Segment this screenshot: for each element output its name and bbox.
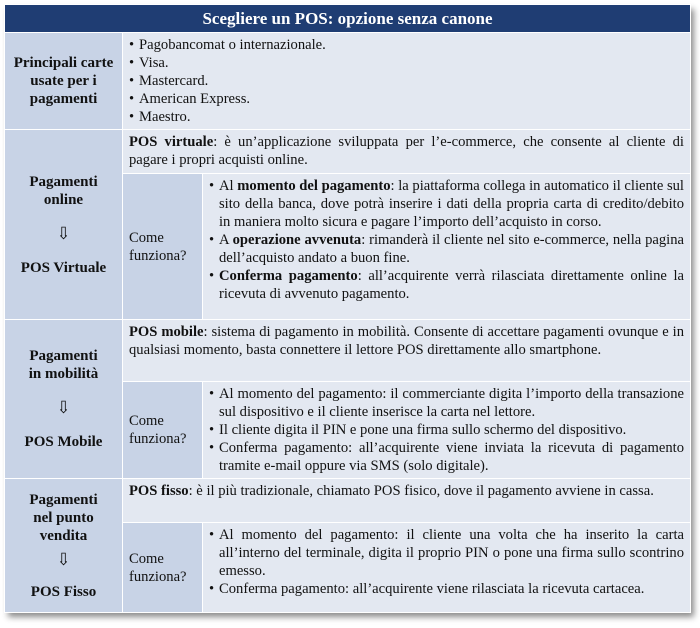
mobile-intro-bold: POS mobile xyxy=(129,324,204,340)
mobile-step: • Conferma pagamento: all’acquirente viene inviata la ricevuta di pagamento tramite e-mail oppure via SMS (solo digitale). xyxy=(209,439,684,475)
mobile-intro-text: : sistema di pagamento in mobilità. Consente di accettare pagamenti ovunque e in qualsiasi momento, basta connettere il lettore POS direttamente allo smartphone. xyxy=(129,324,685,358)
arrow-down-icon: ⇩ xyxy=(56,549,71,569)
store-label-line2: nel punto xyxy=(33,509,94,526)
store-step: • Conferma pagamento: all’acquirente viene rilasciata la ricevuta cartacea. xyxy=(209,580,684,598)
table-title: Scegliere un POS: opzione senza canone xyxy=(5,5,691,33)
online-pos-type: POS Virtuale xyxy=(20,259,107,276)
online-step: • Conferma pagamento: all’acquirente verrà rilasciata direttamente online la ricevuta di avvenuto pagamento. xyxy=(209,267,684,303)
mobile-step: • Al momento del pagamento: il commerciante digita l’importo della transazione sul dispositivo e il cliente inserisce la carta nel lettore. xyxy=(209,385,684,421)
mobile-pos-type: POS Mobile xyxy=(24,434,103,450)
store-step: • Al momento del pagamento: il cliente una volta che ha inserito la carta all’interno del terminale, digita il proprio PIN o pone una firma sullo scontrino emesso. xyxy=(209,526,684,580)
mobile-label-cell xyxy=(5,320,123,479)
store-how-label: Come funziona? xyxy=(123,523,203,613)
online-steps xyxy=(209,177,684,303)
online-label-line1: Pagamenti xyxy=(29,173,98,190)
online-label-line2: online xyxy=(43,191,84,208)
mobile-steps xyxy=(209,385,684,475)
mobile-label-line2: in mobilità xyxy=(28,366,99,382)
online-step: • A operazione avvenuta: rimanderà il cliente nel sito e-commerce, nella pagina dell’acquisto andato a buon fine. xyxy=(209,231,684,267)
online-intro xyxy=(123,130,691,174)
mobile-label-line1: Pagamenti xyxy=(29,348,98,364)
card-item: • Maestro. xyxy=(129,108,684,126)
store-label-line3: vendita xyxy=(39,527,88,544)
arrow-down-icon: ⇩ xyxy=(56,223,71,243)
card-item: • Pagobancomat o internazionale. xyxy=(129,36,684,54)
store-pos-type: POS Fisso xyxy=(30,583,97,600)
card-item: • Mastercard. xyxy=(129,72,684,90)
online-steps-cell xyxy=(203,174,691,320)
online-step: • Al momento del pagamento: la piattaforma collega in automatico il cliente sul sito della banca, dove potrà inserire i dati della propria carta di credito/debito in maniera molto sicura e pagare l’importo dell’acquisto in corso. xyxy=(209,177,684,231)
store-intro-text: : è il più tradizionale, chiamato POS fisico, dove il pagamento avviene in cassa. xyxy=(188,483,654,499)
arrow-down-icon: ⇩ xyxy=(56,398,71,417)
store-intro xyxy=(123,479,691,523)
store-steps xyxy=(209,526,684,598)
mobile-step: • Il cliente digita il PIN e pone una firma sullo schermo del dispositivo. xyxy=(209,421,684,439)
cards-label: Principali carte usate per i pagamenti xyxy=(5,33,123,130)
online-intro-bold: POS virtuale xyxy=(129,134,214,150)
mobile-steps-cell xyxy=(203,382,691,479)
store-label-line1: Pagamenti xyxy=(29,491,98,508)
online-label-cell xyxy=(5,130,123,320)
online-intro-text: : è un’applicazione sviluppata per l’e-commerce, che consente al cliente di pagare i propri acquisti online. xyxy=(129,134,684,168)
cards-list-cell xyxy=(123,33,691,130)
cards-list xyxy=(129,36,684,126)
card-item: • American Express. xyxy=(129,90,684,108)
store-label-cell xyxy=(5,479,123,613)
pos-info-table xyxy=(4,4,691,613)
store-intro-bold: POS fisso xyxy=(129,483,189,499)
pos-info-table-frame xyxy=(4,4,690,612)
online-how-label: Come funziona? xyxy=(123,174,203,320)
mobile-intro xyxy=(123,320,691,382)
card-item: • Visa. xyxy=(129,54,684,72)
store-steps-cell xyxy=(203,523,691,613)
mobile-how-label: Come funziona? xyxy=(123,382,203,479)
